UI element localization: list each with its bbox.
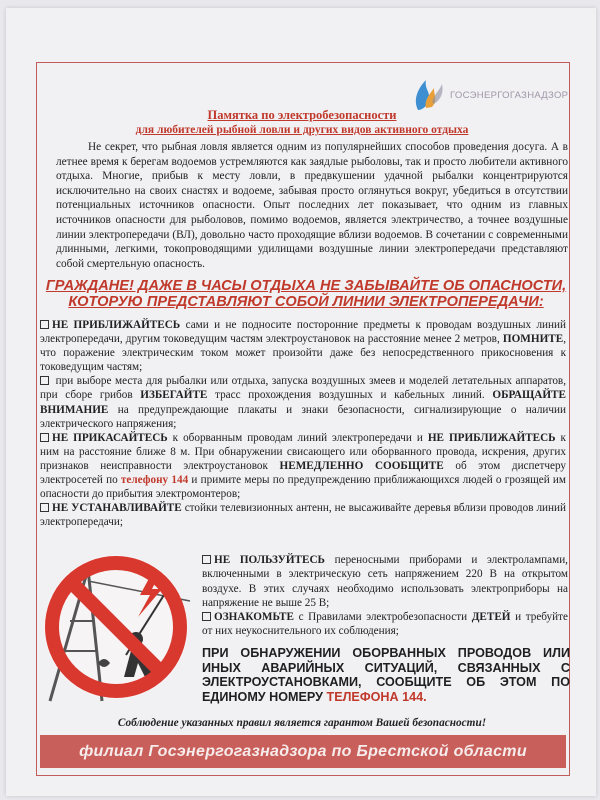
prohibition-sign-icon (40, 551, 192, 703)
checkbox-bullet-icon (40, 503, 49, 512)
rule-keyword: ПОМНИТЕ (502, 333, 564, 346)
rule-text: к оборванным проводам линий электропередачи и (167, 431, 428, 444)
rule-item (202, 553, 568, 610)
checkbox-bullet-icon (202, 555, 211, 564)
phone-number: телефону 144 (120, 474, 189, 487)
footer-text: филиал Госэнергогазнадзора по Брестской области (79, 742, 527, 760)
rule-item (40, 431, 566, 501)
rules-list (40, 318, 566, 529)
rule-item (202, 610, 568, 639)
rule-text: об этом диспетчеру электросетей по (40, 459, 566, 487)
warning-heading: ГРАЖДАНЕ! ДАЖЕ В ЧАСЫ ОТДЫХА НЕ ЗАБЫВАЙТЕ ОБ ОПАСНОСТИ, КОТОРУЮ ПРЕДСТАВЛЯЮТ СОБОЙ ЛИНИИ ЭЛЕКТРОПЕРЕДАЧИ: (45, 278, 567, 310)
checkbox-bullet-icon (40, 433, 49, 442)
emergency-notice (202, 646, 570, 705)
rule-item (40, 318, 566, 374)
emergency-phone: ТЕЛЕФОНА 144. (326, 690, 427, 705)
checkbox-bullet-icon (40, 376, 49, 385)
page-title: Памятка по электробезопасности (207, 108, 397, 122)
rule-keyword: ОБРАЩАЙТЕ ВНИМАНИЕ (40, 389, 566, 416)
checkbox-bullet-icon (40, 320, 49, 329)
rule-keyword: НЕ УСТАНАВЛИВАЙТЕ (52, 502, 182, 515)
rule-keyword: ОЗНАКОМЬТЕ (214, 611, 294, 624)
rule-keyword: ДЕТЕЙ (471, 611, 511, 624)
guarantee-text: Соблюдение указанных правил является гарантом Вашей безопасности! (117, 717, 487, 729)
rule-text: на предупреждающие плакаты и знаки безопасности, сигнализирующие о наличии электрического напряжения; (40, 403, 566, 430)
emergency-text: ПРИ ОБНАРУЖЕНИИ ОБОРВАННЫХ ПРОВОДОВ ИЛИ ИНЫХ АВАРИЙНЫХ СИТУАЦИЙ, СВЯЗАННЫХ С ЭЛЕКТРОУСТАНОВКАМИ, СООБЩИТЕ ОБ ЭТОМ ПО ЕДИНОМУ НОМЕРУ (202, 646, 570, 705)
page-subtitle: для любителей рыбной ловли и других видов активного отдыха (135, 124, 469, 136)
rule-text: , что поражение электрическим током может произойти даже без непосредственного прикосновения к токоведущим частям; (40, 333, 566, 374)
rule-text: переносными приборами и электролампами, включенными в электрическую сеть напряжением 220 В на открытом воздухе. В этих случаях необходимо использовать электроприборы на напряжение не выше 25 В; (202, 554, 568, 609)
rule-text: и примите меры по предупреждению приближающихся людей о грозящей им опасности до прибытия электромонтеров; (40, 474, 566, 501)
rule-item (40, 501, 566, 529)
rule-text: при выборе места для рыбалки или отдыха, запуска воздушных змеев и моделей летательных аппаратов, при сборе грибов (40, 375, 566, 402)
rules-list-2 (202, 553, 568, 639)
rule-item (40, 374, 566, 430)
intro-paragraph: Не секрет, что рыбная ловля является одним из популярнейших способов проведения досуга. А в летнее время к берегам водоемов устремляются как заядлые рыболовы, так и просто любители активного отдыха. Многие, прибыв к месту ловли, в предвкушении удачной рыбалки концентрируются исключительно на своих снастях и водоеме, забывая просто оглянуться вокруг, убедиться в отсутствии потенциальных источников опасности. Опыт последних лет показывает, что одним из главных источников опасности для рыболовов, помимо водоемов, является электричество, а точнее воздушные линии электропередачи (ВЛ), довольно часто проходящие вблизи водоемов. В сочетании с современными длинными, легкими, токопроводящими удилищами воздушные линии электропередачи представляют собой смертельную опасность. (56, 141, 568, 270)
rule-keyword: НЕ ПОЛЬЗУЙТЕСЬ (214, 554, 325, 566)
rule-text: сами и не подносите посторонние предметы к проводам воздушных линий электропередачи, другим токоведущим частям электроустановок на расстояние менее 2 метров, (40, 319, 566, 346)
logo-text: ГОСЭНЕРГОГАЗНАДЗОР (450, 90, 569, 101)
rule-text: трасс прохождения воздушных и кабельных линий. (207, 389, 493, 402)
rule-text: с Правилами электробезопасности (293, 611, 472, 624)
rule-text: и требуйте от них неукоснительного их соблюдения; (202, 611, 568, 638)
checkbox-bullet-icon (202, 612, 211, 621)
rule-keyword: НЕ ПРИБЛИЖАЙТЕСЬ (52, 319, 181, 331)
footer-banner (40, 735, 566, 768)
rule-keyword: НЕ ПРИКАСАЙТЕСЬ (52, 431, 168, 444)
rule-text: к ним на расстояние ближе 8 м. При обнаружении свисающего или оборванного провода, искрения, других признаков неисправности электроустановок (40, 431, 566, 472)
rule-keyword: НЕ ПРИБЛИЖАЙТЕСЬ (427, 431, 556, 444)
rule-text: стойки телевизионных антенн, не высаживайте деревья вблизи проводов линий электропередачи; (40, 502, 566, 529)
rule-keyword: ИЗБЕГАЙТЕ (140, 389, 208, 402)
rule-keyword: НЕМЕДЛЕННО СООБЩИТЕ (279, 459, 444, 472)
